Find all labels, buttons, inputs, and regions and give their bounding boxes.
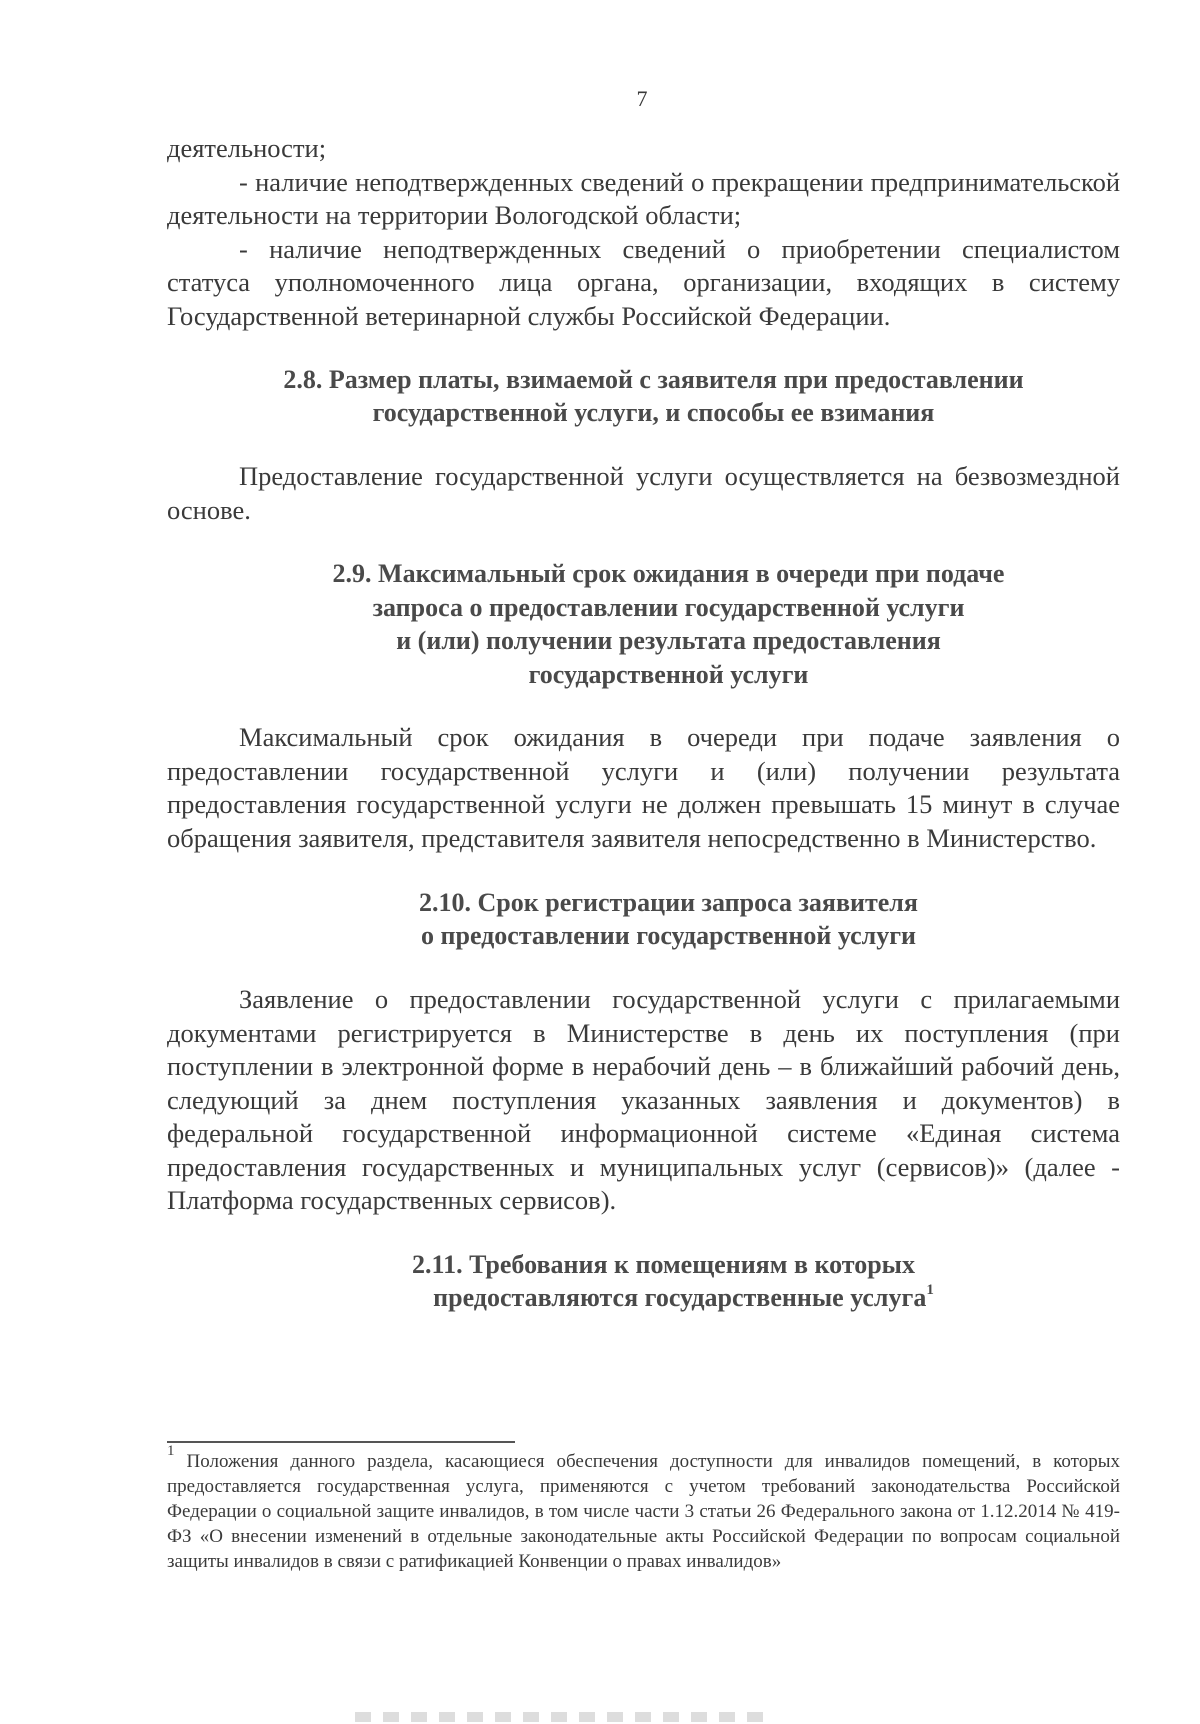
heading-line: 2.10. Срок регистрации запроса заявителя	[419, 888, 918, 917]
page-content	[167, 132, 1120, 1314]
section-heading-2-11	[167, 1248, 1120, 1314]
heading-line: 2.11. Требования к помещениям в которых	[412, 1249, 915, 1279]
list-item: - наличие неподтвержденных сведений о прекращении предпринимательской деятельности на территории Вологодской области;	[167, 166, 1120, 230]
footnote	[167, 1443, 1120, 1574]
section-body-2-10: Заявление о предоставлении государственной услуги с прилагаемыми документами регистрируется в Министерстве в день их поступления (при поступлении в электронной форме в нерабочий день – в ближайший рабочий день, следующий за днем поступления указанных заявления и документов) в федеральной государственной информационной системе «Единая система предоставления государственных и муниципальных услуг (сервисов)» (далее - Платформа государственных сервисов).	[167, 984, 1120, 1215]
heading-line: запроса о предоставлении государственной услуги	[372, 592, 965, 622]
heading-line: и (или) получении результата предоставления	[396, 626, 941, 655]
heading-line	[207, 1281, 1120, 1314]
section-heading-2-9	[167, 557, 1120, 691]
section-body-2-8: Предоставление государственной услуги осуществляется на безвозмездной основе.	[167, 461, 1120, 525]
heading-line: государственной услуги, и способы ее взимания	[372, 398, 935, 427]
section-heading-2-8	[167, 363, 1120, 429]
section-body-2-9: Максимальный срок ожидания в очереди при подаче заявления о предоставлении государственной услуги и (или) получении результата предоставления государственной услуги не должен превышать 15 минут в случае обращения заявителя, представителя заявителя непосредственно в Министерство.	[167, 722, 1120, 853]
heading-line: 2.9. Максимальный срок ожидания в очереди при подаче	[332, 559, 1005, 588]
heading-line-text: предоставляются государственные услуга	[433, 1282, 927, 1312]
list-item: - наличие неподтвержденных сведений о приобретении специалистом статуса уполномоченного лица органа, организации, входящих в систему Государственной ветеринарной службы Российской Федерации.	[167, 233, 1120, 331]
heading-line: государственной услуги	[528, 659, 809, 689]
footnote-text: Положения данного раздела, касающиеся обеспечения доступности для инвалидов помещений, в которых предоставляется государственная услуга, применяются с учетом требований законодательства Российской Федерации о социальной защите инвалидов, в том числе части 3 статьи 26 Федерального закона от 1.12.2014 № 419-ФЗ «О внесении изменений в отдельные законодательные акты Российской Федерации по вопросам социальной защиты инвалидов в связи с ратификацией Конвенции о правах инвалидов»	[167, 1451, 1120, 1572]
footnote-marker: 1	[167, 1443, 175, 1459]
section-heading-2-10	[167, 886, 1120, 952]
continued-text: деятельности;	[167, 133, 327, 163]
heading-line: о предоставлении государственной услуги	[421, 921, 916, 950]
footnote-separator	[167, 1441, 515, 1443]
scan-artifact	[355, 1712, 775, 1722]
page-number: 7	[636, 86, 648, 111]
footnote-reference[interactable]: 1	[926, 1281, 934, 1298]
heading-line: 2.8. Размер платы, взимаемой с заявителя при предоставлении	[283, 365, 1024, 394]
